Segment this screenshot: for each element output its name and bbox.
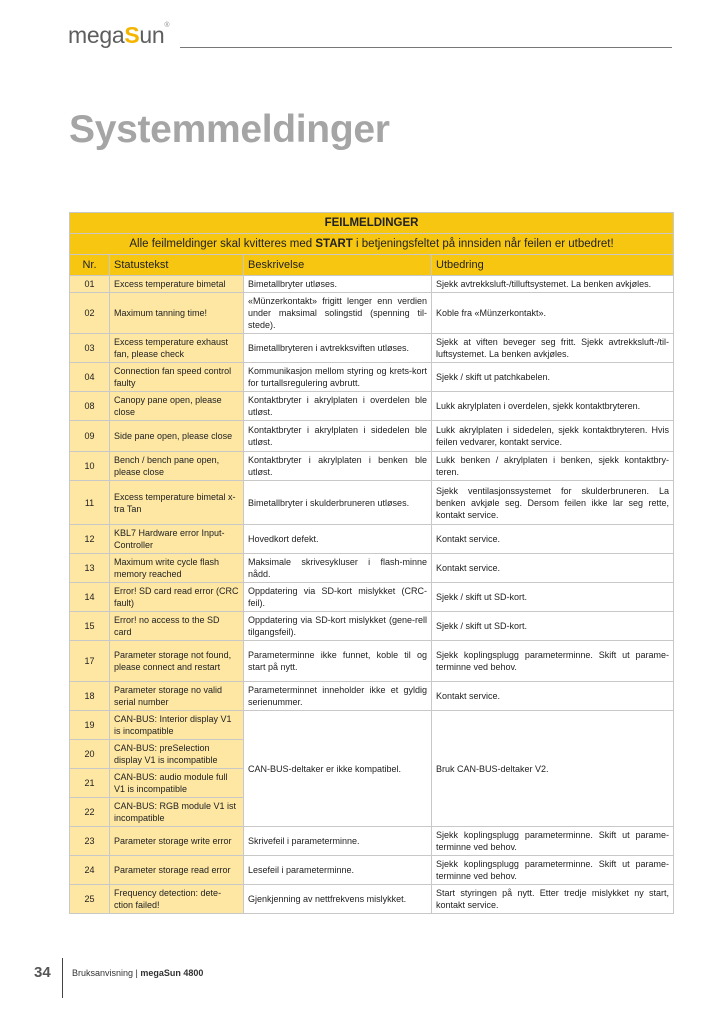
footer-manual-label: Bruksanvisning | xyxy=(72,968,141,978)
table-row xyxy=(70,481,674,525)
table-row xyxy=(70,612,674,641)
megasun-logo xyxy=(68,22,169,49)
error-number: 25 xyxy=(70,885,110,914)
status-text: Excess temperature bimetal x-tra Tan xyxy=(110,481,244,525)
table-row xyxy=(70,421,674,452)
table-row xyxy=(70,363,674,392)
status-text: Error! no access to the SD card xyxy=(110,612,244,641)
status-text: CAN-BUS: RGB module V1 ist incompatible xyxy=(110,798,244,827)
table-row xyxy=(70,334,674,363)
status-text: Excess temperature bimetal xyxy=(110,276,244,293)
status-text: Error! SD card read error (CRC fault) xyxy=(110,583,244,612)
error-remedy: Kontakt service. xyxy=(432,525,674,554)
error-description: Kommunikasjon mellom styring og krets-kort for turtallsregulering avbrutt. xyxy=(244,363,432,392)
error-number: 13 xyxy=(70,554,110,583)
status-text: CAN-BUS: audio module full V1 is incompatible xyxy=(110,769,244,798)
footer-rule xyxy=(62,958,63,998)
status-text: Parameter storage no valid serial number xyxy=(110,682,244,711)
error-number: 03 xyxy=(70,334,110,363)
status-text: Parameter storage not found, please connect and restart xyxy=(110,641,244,682)
table-row xyxy=(70,856,674,885)
table-row xyxy=(70,554,674,583)
error-description: Gjenkjenning av nettfrekvens mislykket. xyxy=(244,885,432,914)
notice-start-keyword: START xyxy=(315,238,353,250)
table-notice-row xyxy=(70,234,674,255)
table-row xyxy=(70,711,674,740)
table-row xyxy=(70,641,674,682)
column-header-row xyxy=(70,255,674,276)
notice-before: Alle feilmeldinger skal kvitteres med xyxy=(129,238,316,250)
error-description: Hovedkort defekt. xyxy=(244,525,432,554)
column-header-fix: Utbedring xyxy=(432,255,674,276)
column-header-nr: Nr. xyxy=(70,255,110,276)
error-number: 15 xyxy=(70,612,110,641)
error-remedy: Sjekk at viften beveger seg fritt. Sjekk avtrekksluft-/til-luftsystemet. La benken avkjøles. xyxy=(432,334,674,363)
error-number: 14 xyxy=(70,583,110,612)
error-number: 09 xyxy=(70,421,110,452)
table-row xyxy=(70,293,674,334)
error-number: 02 xyxy=(70,293,110,334)
status-text: Maximum write cycle flash memory reached xyxy=(110,554,244,583)
footer-text xyxy=(72,968,203,978)
error-messages-table xyxy=(69,212,674,914)
error-description: Bimetallbryter utløses. xyxy=(244,276,432,293)
error-description: Parameterminne ikke funnet, koble til og start på nytt. xyxy=(244,641,432,682)
error-number: 01 xyxy=(70,276,110,293)
error-description: Skrivefeil i parameterminne. xyxy=(244,827,432,856)
error-description: Parameterminnet inneholder ikke et gyldig serienummer. xyxy=(244,682,432,711)
error-remedy: Lukk benken / akrylplaten i benken, sjekk kontaktbry-teren. xyxy=(432,452,674,481)
error-remedy: Sjekk / skift ut patchkabelen. xyxy=(432,363,674,392)
logo-registered-mark: ® xyxy=(164,22,170,29)
table-row xyxy=(70,392,674,421)
canbus-remedy: Bruk CAN-BUS-deltaker V2. xyxy=(432,711,674,827)
error-number: 10 xyxy=(70,452,110,481)
error-description: Bimetallbryter i skulderbruneren utløses. xyxy=(244,481,432,525)
notice-after: i betjeningsfeltet på innsiden når feilen er utbedret! xyxy=(352,238,614,250)
logo-accent: S xyxy=(124,22,140,48)
table-row xyxy=(70,276,674,293)
status-text: Bench / bench pane open, please close xyxy=(110,452,244,481)
error-remedy: Lukk akrylplaten i sidedelen, sjekk kontaktbryteren. Hvis feilen vedvarer, kontakt service. xyxy=(432,421,674,452)
status-text: Side pane open, please close xyxy=(110,421,244,452)
error-remedy: Kontakt service. xyxy=(432,554,674,583)
status-text: Parameter storage write error xyxy=(110,827,244,856)
logo-part2: un xyxy=(139,22,165,48)
table-row xyxy=(70,452,674,481)
error-number: 12 xyxy=(70,525,110,554)
table-row xyxy=(70,682,674,711)
error-remedy: Lukk akrylplaten i overdelen, sjekk kontaktbryteren. xyxy=(432,392,674,421)
column-header-description: Beskrivelse xyxy=(244,255,432,276)
error-description: Oppdatering via SD-kort mislykket (CRC-feil). xyxy=(244,583,432,612)
column-header-status: Statustekst xyxy=(110,255,244,276)
error-description: Kontaktbryter i akrylplaten i sidedelen ble utløst. xyxy=(244,421,432,452)
error-description: «Münzerkontakt» frigitt lenger enn verdien under maksimal solingstid (spenning til-stede). xyxy=(244,293,432,334)
error-remedy: Sjekk koplingsplugg parameterminne. Skift ut parame-terminne ved behov. xyxy=(432,827,674,856)
footer-model: megaSun 4800 xyxy=(140,968,204,978)
error-description: Oppdatering via SD-kort mislykket (gene-rell tilgangsfeil). xyxy=(244,612,432,641)
error-number: 08 xyxy=(70,392,110,421)
error-remedy: Sjekk koplingsplugg parameterminne. Skift ut parame-terminne ved behov. xyxy=(432,856,674,885)
error-number: 11 xyxy=(70,481,110,525)
error-remedy: Sjekk / skift ut SD-kort. xyxy=(432,583,674,612)
status-text: Canopy pane open, please close xyxy=(110,392,244,421)
table-title: FEILMELDINGER xyxy=(70,213,674,234)
error-description: Bimetallbryteren i avtrekksviften utløses. xyxy=(244,334,432,363)
error-number: 22 xyxy=(70,798,110,827)
error-remedy: Sjekk ventilasjonssystemet for skulderbruneren. La benken avkjøle seg. Dersom feilen ikke lar seg rette, kontakt service. xyxy=(432,481,674,525)
error-remedy: Koble fra «Münzerkontakt». xyxy=(432,293,674,334)
status-text: Parameter storage read error xyxy=(110,856,244,885)
error-number: 24 xyxy=(70,856,110,885)
error-remedy: Sjekk / skift ut SD-kort. xyxy=(432,612,674,641)
error-number: 23 xyxy=(70,827,110,856)
error-remedy: Kontakt service. xyxy=(432,682,674,711)
error-number: 21 xyxy=(70,769,110,798)
error-remedy: Start styringen på nytt. Etter tredje mislykket ny start, kontakt service. xyxy=(432,885,674,914)
header-rule xyxy=(180,47,672,48)
table-row xyxy=(70,583,674,612)
table-row xyxy=(70,885,674,914)
error-remedy: Sjekk avtrekksluft-/tilluftsystemet. La benken avkjøles. xyxy=(432,276,674,293)
status-text: Excess temperature exhaust fan, please check xyxy=(110,334,244,363)
error-description: Kontaktbryter i akrylplaten i benken ble utløst. xyxy=(244,452,432,481)
error-description: Kontaktbryter i akrylplaten i overdelen ble utløst. xyxy=(244,392,432,421)
logo-part1: mega xyxy=(68,22,125,48)
error-number: 17 xyxy=(70,641,110,682)
error-remedy: Sjekk koplingsplugg parameterminne. Skift ut parame-terminne ved behov. xyxy=(432,641,674,682)
error-number: 20 xyxy=(70,740,110,769)
error-table-body xyxy=(70,213,674,914)
status-text: Frequency detection: dete-ction failed! xyxy=(110,885,244,914)
table-notice xyxy=(70,234,674,255)
status-text: Connection fan speed control faulty xyxy=(110,363,244,392)
error-number: 18 xyxy=(70,682,110,711)
page-number: 34 xyxy=(34,964,51,981)
status-text: KBL7 Hardware error Input-Controller xyxy=(110,525,244,554)
error-description: Maksimale skrivesykluser i flash-minne nådd. xyxy=(244,554,432,583)
error-description: Lesefeil i parameterminne. xyxy=(244,856,432,885)
status-text: CAN-BUS: preSelection display V1 is incompatible xyxy=(110,740,244,769)
error-number: 04 xyxy=(70,363,110,392)
canbus-description: CAN-BUS-deltaker er ikke kompatibel. xyxy=(244,711,432,827)
status-text: Maximum tanning time! xyxy=(110,293,244,334)
status-text: CAN-BUS: Interior display V1 is incompatible xyxy=(110,711,244,740)
page-title: Systemmeldinger xyxy=(69,108,390,151)
table-row xyxy=(70,827,674,856)
error-number: 19 xyxy=(70,711,110,740)
table-title-row xyxy=(70,213,674,234)
table-row xyxy=(70,525,674,554)
